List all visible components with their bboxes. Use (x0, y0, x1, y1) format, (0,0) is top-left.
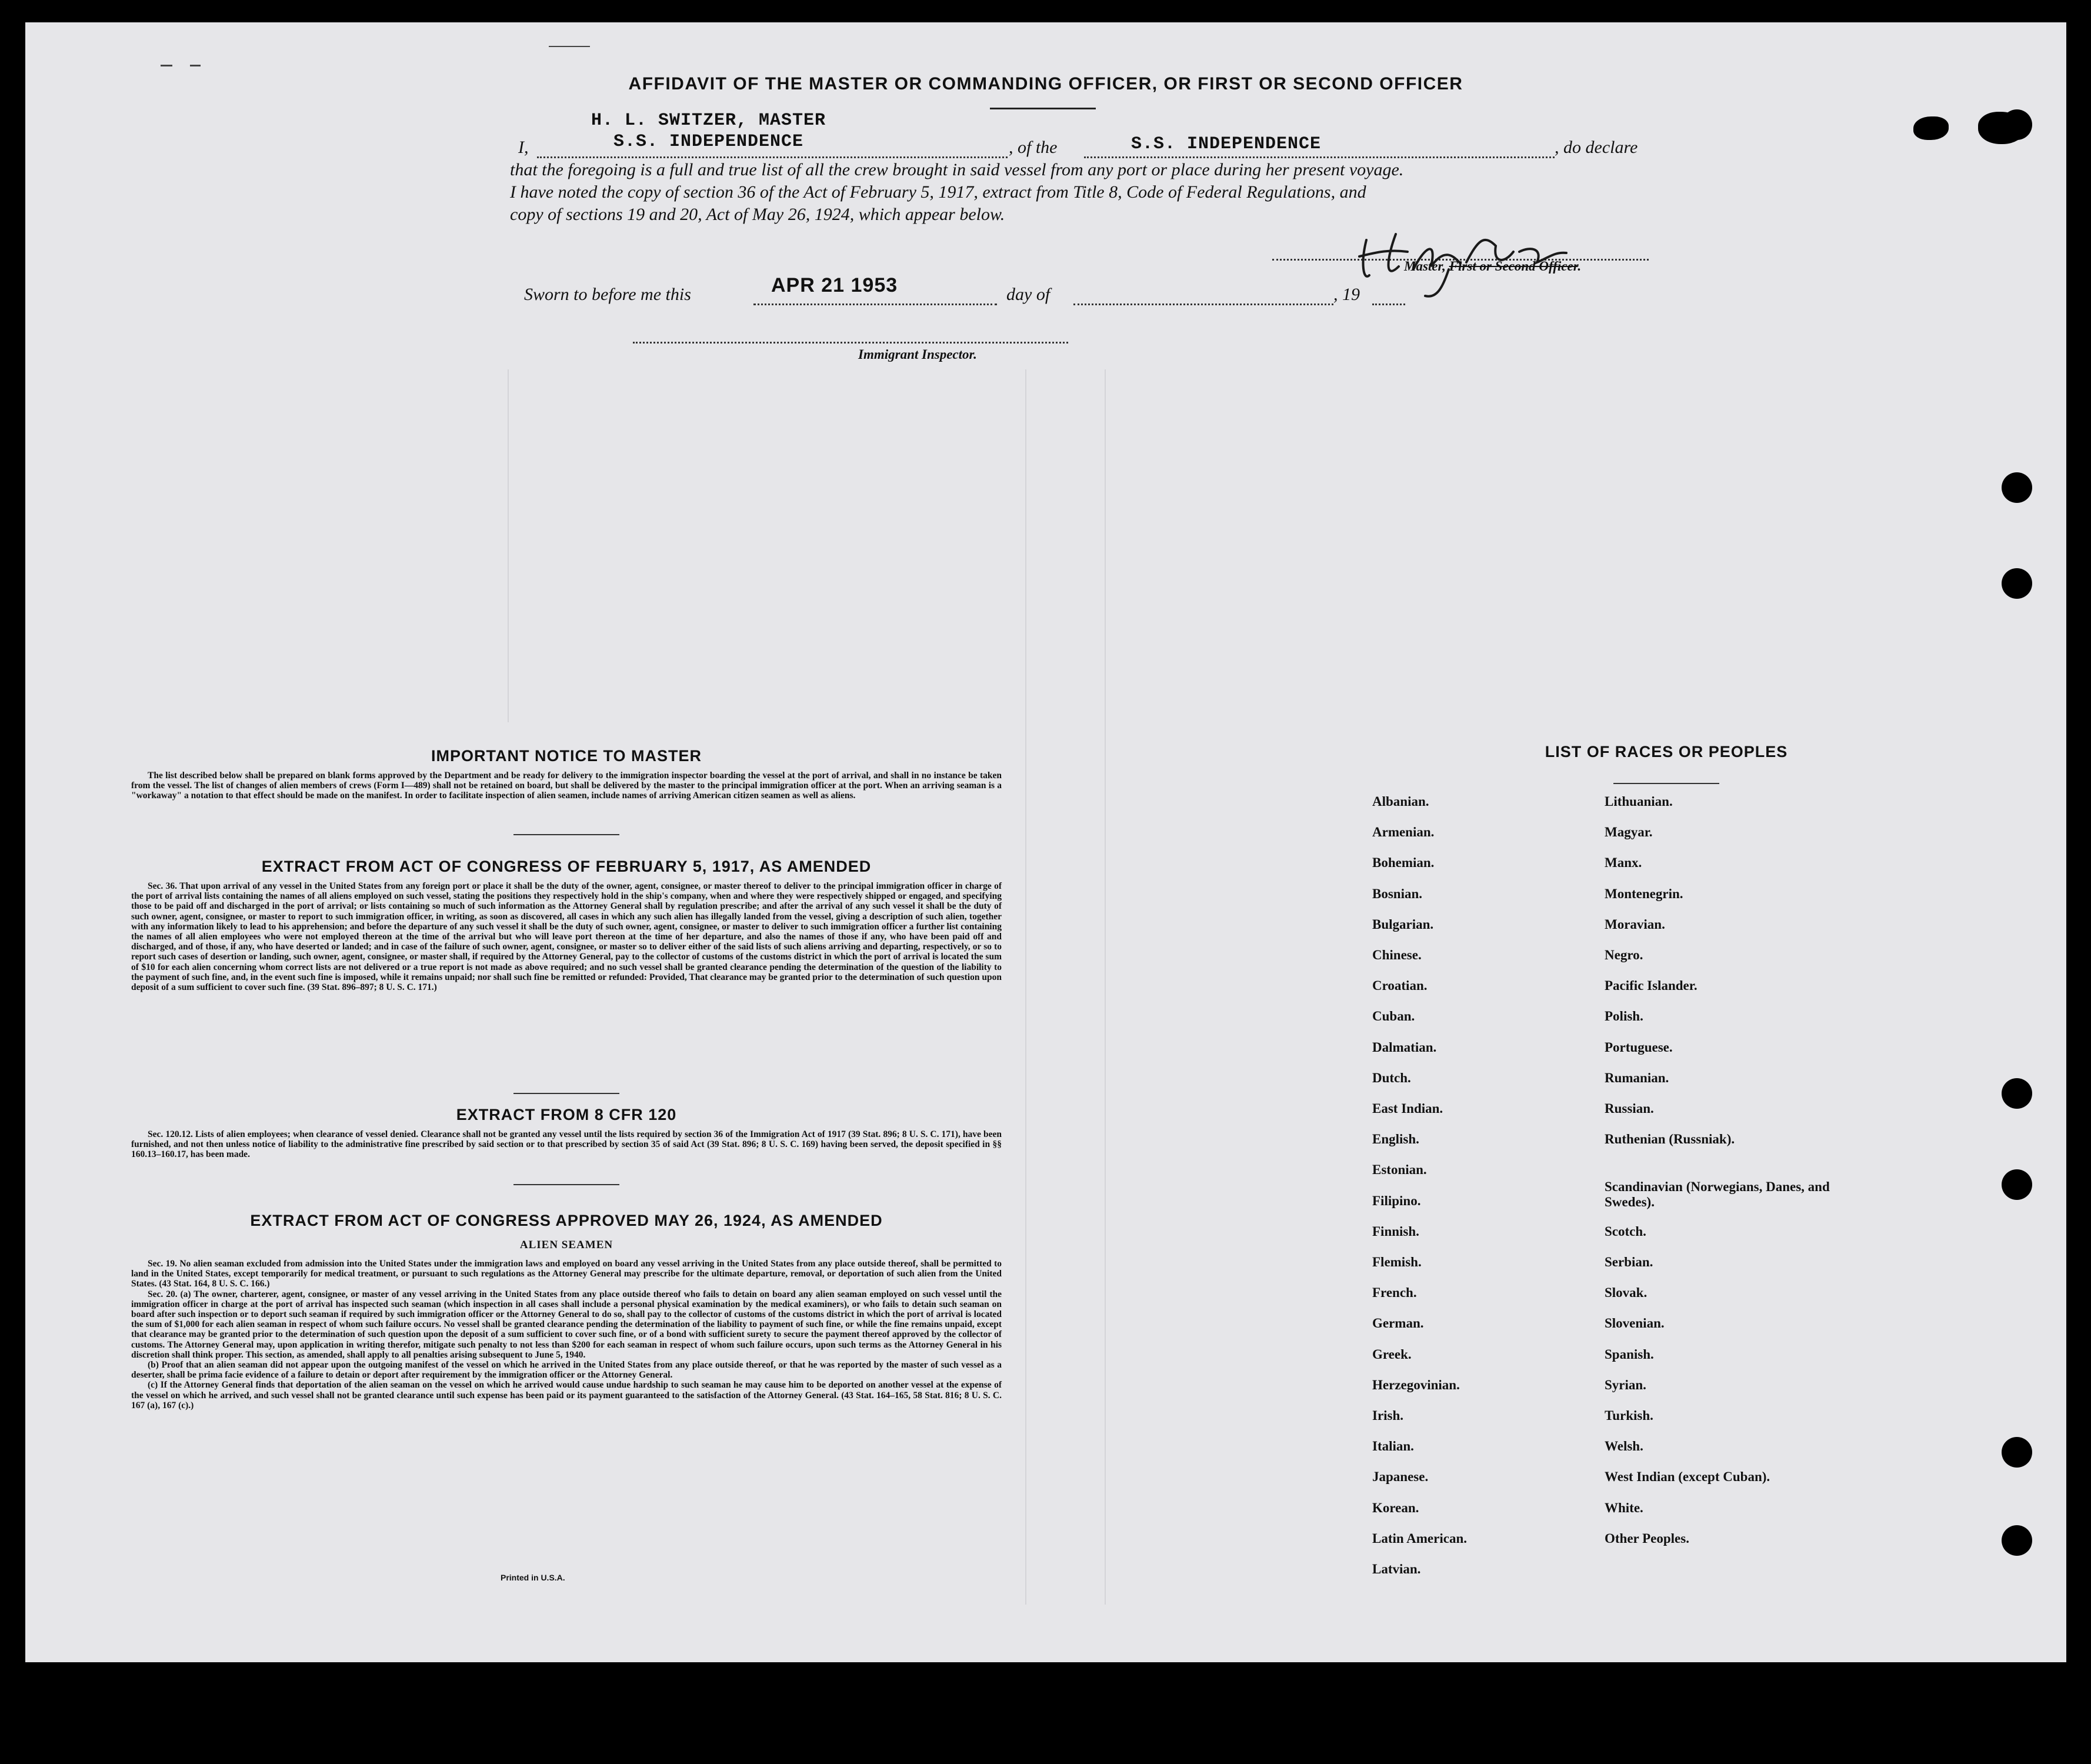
race-item: Pacific Islander. (1605, 978, 1698, 993)
race-item: Irish. (1372, 1408, 1404, 1423)
notice-title: IMPORTANT NOTICE TO MASTER (431, 747, 702, 765)
sworn-label: Sworn to before me this (524, 285, 691, 304)
speck (190, 65, 201, 66)
race-item: Welsh. (1605, 1439, 1643, 1454)
speck (549, 46, 590, 47)
race-item: Magyar. (1605, 825, 1653, 840)
extract-cfr-title: EXTRACT FROM 8 CFR 120 (456, 1106, 677, 1123)
of-the-label: , of the (1009, 138, 1058, 157)
race-item: English. (1372, 1132, 1419, 1147)
sec120-paragraph: Sec. 120.12. Lists of alien employees; when clearance of vessel denied. Clearance shall not be granted any vessel until the lists required by section 36 of the Immigration Act of 1917 (39 Stat. 896; 8 U. S. C. 171), have been furnished, and not then unless notice of liability to the administrative fine prescribed by said section or to that prescribed by section 35 of said Act (39 Stat. 896; 8 U. S. C. 169) having been served, the deposit specified in §§ 160.13–160.17, has been made. (131, 1129, 1002, 1160)
vessel-dotted-line (1084, 156, 1555, 158)
race-item: Slovak. (1605, 1285, 1648, 1301)
sec20c-paragraph: (c) If the Attorney General finds that deportation of the alien seaman on the vessel on which he arrived would cause undue hardship to such seaman he may cause him to be deported on another vessel at the expense of the vessel on which he arrived, and such vessel shall not be granted clearance until such expense has been paid or its payment guaranteed to the satisfaction of the Attorney General. (43 Stat. 164–165, 58 Stat. 816; 8 U. S. C. 167 (a), 167 (c).) (131, 1380, 1002, 1410)
section-rule (513, 1184, 619, 1185)
race-item: Other Peoples. (1605, 1530, 1689, 1546)
vessel-name: S.S. INDEPENDENCE (1131, 134, 1322, 154)
race-item: Portuguese. (1605, 1039, 1673, 1055)
notice-text (131, 771, 1002, 801)
punch-hole (2002, 1169, 2032, 1200)
race-item: White. (1605, 1500, 1643, 1515)
column-guide (1105, 369, 1106, 1605)
race-item: Serbian. (1605, 1255, 1653, 1269)
signature (1343, 211, 1578, 305)
race-item: Estonian. (1372, 1162, 1427, 1178)
punch-hole (2002, 472, 2032, 503)
race-item: Slovenian. (1605, 1316, 1665, 1331)
signer-role-master: Master, (1404, 259, 1449, 274)
signer-role-struck: First or Second Officer (1449, 259, 1578, 274)
race-item: Latin American. (1372, 1530, 1467, 1546)
column-guide (1025, 369, 1026, 1605)
races-title-rule (1613, 783, 1719, 784)
inspector-label: Immigrant Inspector. (858, 347, 977, 362)
race-item: Korean. (1372, 1500, 1419, 1515)
race-item: Manx. (1605, 855, 1642, 871)
race-item: Scandinavian (Norwegians, Danes, and Swedes). (1605, 1179, 1830, 1210)
race-item: Dutch. (1372, 1070, 1411, 1085)
title-rule (990, 108, 1096, 109)
race-item: Finnish. (1372, 1223, 1419, 1239)
section-rule (513, 1093, 619, 1094)
race-item: Ruthenian (Russniak). (1605, 1132, 1735, 1147)
race-item: Russian. (1605, 1101, 1654, 1116)
sworn-date-dotted-line (753, 304, 997, 305)
ink-blot (1978, 112, 2025, 144)
sec19-paragraph: Sec. 19. No alien seaman excluded from admission into the United States under the immigration laws and employed on board any vessel arriving in the United States from any place outside thereof, shall be permitted to land in the United States, except temporarily for medical treatment, or pursuant to such regulations as the Attorney General may prescribe for the ultimate departure, removal, or deportation of such alien from the United States. (43 Stat. 164, 8 U. S. C. 166.) (131, 1259, 1002, 1289)
race-item: Herzegovinian. (1372, 1377, 1460, 1392)
race-item: Bohemian. (1372, 855, 1435, 871)
day-of-label: day of (1006, 285, 1050, 304)
typed-name: H. L. SWITZER, MASTER (591, 111, 826, 131)
punch-hole (2002, 1525, 2032, 1556)
race-item: Turkish. (1605, 1408, 1653, 1423)
sec36-paragraph: Sec. 36. That upon arrival of any vessel in the United States from any foreign port or place it shall be the duty of the owner, agent, consignee, or master thereof to deliver to the principal immigration officer in charge of the port of arrival lists containing the names of all aliens employed on such vessel, stating the positions they respectively hold in the ship's company, when and where they were respectively shipped or engaged, and specifying those to be paid off and discharged in the port of arrival; or lists containing so much of such information as the Attorney General shall by regulation prescribe; and after the arrival of any such vessel it shall be the duty of such owner, agent, consignee, or master to report to such immigration officer, in writing, as soon as discovered, all cases in which any such alien has illegally landed from the vessel, giving a description of such alien, together with any information likely to lead to his apprehension; and before the departure of any such vessel it shall be the duty of such owner, agent, consignee, or master to deliver to such immigration officer a further list containing the names of all alien employees who were not employed thereon at the time of the arrival but who will leave port thereon at the time of her departure, and also the names of those if any, who have been paid off and discharged, and of those, if any, who have deserted or landed; and in case of the failure of such owner, agent, consignee, or master so to deliver either of the said lists of such aliens arriving and departing, respectively, or so to report such cases of desertion or landing, such owner, agent, consignee, or master shall, if required by the Attorney General, pay to the collector of customs of the customs district in which the port of arrival is located the sum of $10 for each alien concerning whom correct lists are not delivered or a true report is not made as above required; and no such vessel shall be granted clearance pending the determination of the question of the liability to the payment of such fine, and, in the event such fine is imposed, while it remains unpaid; nor shall such fine be remitted or refunded: Provided, That clearance may be granted prior to the determination of such question upon deposit of a sum sufficient to cover such fine. (39 Stat. 896–897; 8 U. S. C. 171.) (131, 881, 1002, 993)
document-sheet (25, 22, 2066, 1662)
race-item: Latvian. (1372, 1562, 1421, 1576)
extract-1924-title: EXTRACT FROM ACT OF CONGRESS APPROVED MAY 26, 1924, AS AMENDED (250, 1212, 883, 1229)
race-item: Italian. (1372, 1439, 1414, 1454)
signer-role (1404, 259, 1581, 274)
extract-1917-title: EXTRACT FROM ACT OF CONGRESS OF FEBRUARY 5, 1917, AS AMENDED (261, 858, 872, 875)
i-label: I, (518, 138, 529, 157)
race-item: Scotch. (1605, 1223, 1646, 1239)
race-item: German. (1372, 1316, 1424, 1331)
sworn-date-stamp: APR 21 1953 (771, 274, 898, 296)
race-item: Polish. (1605, 1009, 1643, 1024)
month-dotted-line (1073, 304, 1333, 305)
race-item: Lithuanian. (1605, 794, 1673, 809)
notice-paragraph: The list described below shall be prepared on blank forms approved by the Department and be ready for delivery to the immigration inspector boarding the vessel at the port of arrival, and shall in no instance be taken from the vessel. The list of changes of alien members of crews (Form I—489) shall not be retained on board, but shall be delivered by the master to the principal immigration officer at the port. When an arriving seaman is a "workaway" a notation to that effect should be made on the manifest. In order to facilitate inspection of alien seamen, include names of arriving American citizen seamen as well as aliens. (131, 771, 1002, 801)
race-item: Albanian. (1372, 794, 1429, 809)
section-rule (513, 834, 619, 835)
races-title: LIST OF RACES OR PEOPLES (1545, 743, 1788, 761)
race-item: Syrian. (1605, 1377, 1646, 1392)
race-item: East Indian. (1372, 1101, 1443, 1116)
year-label: , 19 (1333, 285, 1360, 304)
typed-vessel-left: S.S. INDEPENDENCE (613, 132, 804, 152)
column-guide (508, 369, 509, 722)
signer-role-suffix: . (1578, 259, 1582, 274)
race-item: Rumanian. (1605, 1070, 1669, 1085)
ink-blot (1913, 116, 1949, 140)
race-item: Dalmatian. (1372, 1039, 1437, 1055)
race-item: Spanish. (1605, 1346, 1654, 1362)
affidavit-body-line1: that the foregoing is a full and true list of all the crew brought in said vessel from any port or place during her present voyage. (510, 160, 1404, 179)
affidavit-title: AFFIDAVIT OF THE MASTER OR COMMANDING OFFICER, OR FIRST OR SECOND OFFICER (628, 74, 1463, 94)
race-item: Montenegrin. (1605, 886, 1683, 901)
race-item: Greek. (1372, 1346, 1412, 1362)
race-item: Armenian. (1372, 825, 1435, 840)
inspector-dotted-line (633, 342, 1068, 344)
extract-cfr-text (131, 1129, 1002, 1160)
speck (161, 65, 172, 66)
race-item: Bosnian. (1372, 886, 1423, 901)
punch-hole (2002, 1437, 2032, 1468)
race-item: Moravian. (1605, 916, 1665, 932)
race-item: Negro. (1605, 948, 1643, 962)
do-declare-label: , do declare (1555, 138, 1638, 157)
printed-in-usa: Printed in U.S.A. (501, 1573, 565, 1582)
race-item: French. (1372, 1285, 1417, 1301)
sec20a-paragraph: Sec. 20. (a) The owner, charterer, agent, consignee, or master of any vessel arriving in the United States from any place outside thereof who fails to detain on board any alien seaman employed on such vessel until the immigration officer in charge at the port of arrival has inspected such seaman (which inspection in all cases shall include a personal physical examination by the medical examiners), or who fails to detain such seaman on board after such inspection or to deport such seaman if required by such immigration officer or the Attorney General to do so, shall pay to the collector of customs of the customs district in which the port of arrival is located the sum of $1,000 for each alien seaman in respect of whom such failure occurs. No vessel shall be granted clearance pending the determination of the liability to payment of such fine, or while the fine remains unpaid, except that clearance may be granted prior to the determination of such question upon the deposit of a sum sufficient to cover such fine, or of a bond with sufficient surety to secure the payment thereof approved by the collector of customs. The Attorney General may, upon application in writing therefor, mitigate such penalty to not less than $200 for each seaman in respect of whom such failure occurs, upon such terms as the Attorney General in his discretion shall think proper. This section, as amended, shall apply to all penalties arising subsequent to June 5, 1940. (131, 1289, 1002, 1360)
race-item: Chinese. (1372, 948, 1422, 962)
race-item: West Indian (except Cuban). (1605, 1469, 1770, 1485)
extract-1924-subtitle: ALIEN SEAMEN (519, 1239, 613, 1251)
affidavit-body-line2: I have noted the copy of section 36 of the Act of February 5, 1917, extract from Title 8, Code of Federal Regulations, and (510, 182, 1366, 202)
race-item: Cuban. (1372, 1009, 1415, 1024)
extract-1924-text (131, 1259, 1002, 1410)
name-dotted-line (537, 156, 1008, 158)
extract-1917-text (131, 881, 1002, 992)
race-item: Croatian. (1372, 978, 1428, 993)
race-item: Japanese. (1372, 1469, 1429, 1485)
sec20b-paragraph: (b) Proof that an alien seaman did not appear upon the outgoing manifest of the vessel on which he arrived in the United States from any place outside thereof, or that he was reported by the master of such vessel as a deserter, shall be prima facie evidence of a failure to detain or deport after requirement by the immigration officer or the Attorney General. (131, 1360, 1002, 1380)
race-item: Bulgarian. (1372, 916, 1434, 932)
race-item: Filipino. (1372, 1193, 1421, 1208)
race-item: Flemish. (1372, 1255, 1422, 1269)
affidavit-body-line3: copy of sections 19 and 20, Act of May 26, 1924, which appear below. (510, 205, 1005, 224)
punch-hole (2002, 568, 2032, 599)
year-dotted-line (1372, 304, 1405, 305)
punch-hole (2002, 1078, 2032, 1109)
